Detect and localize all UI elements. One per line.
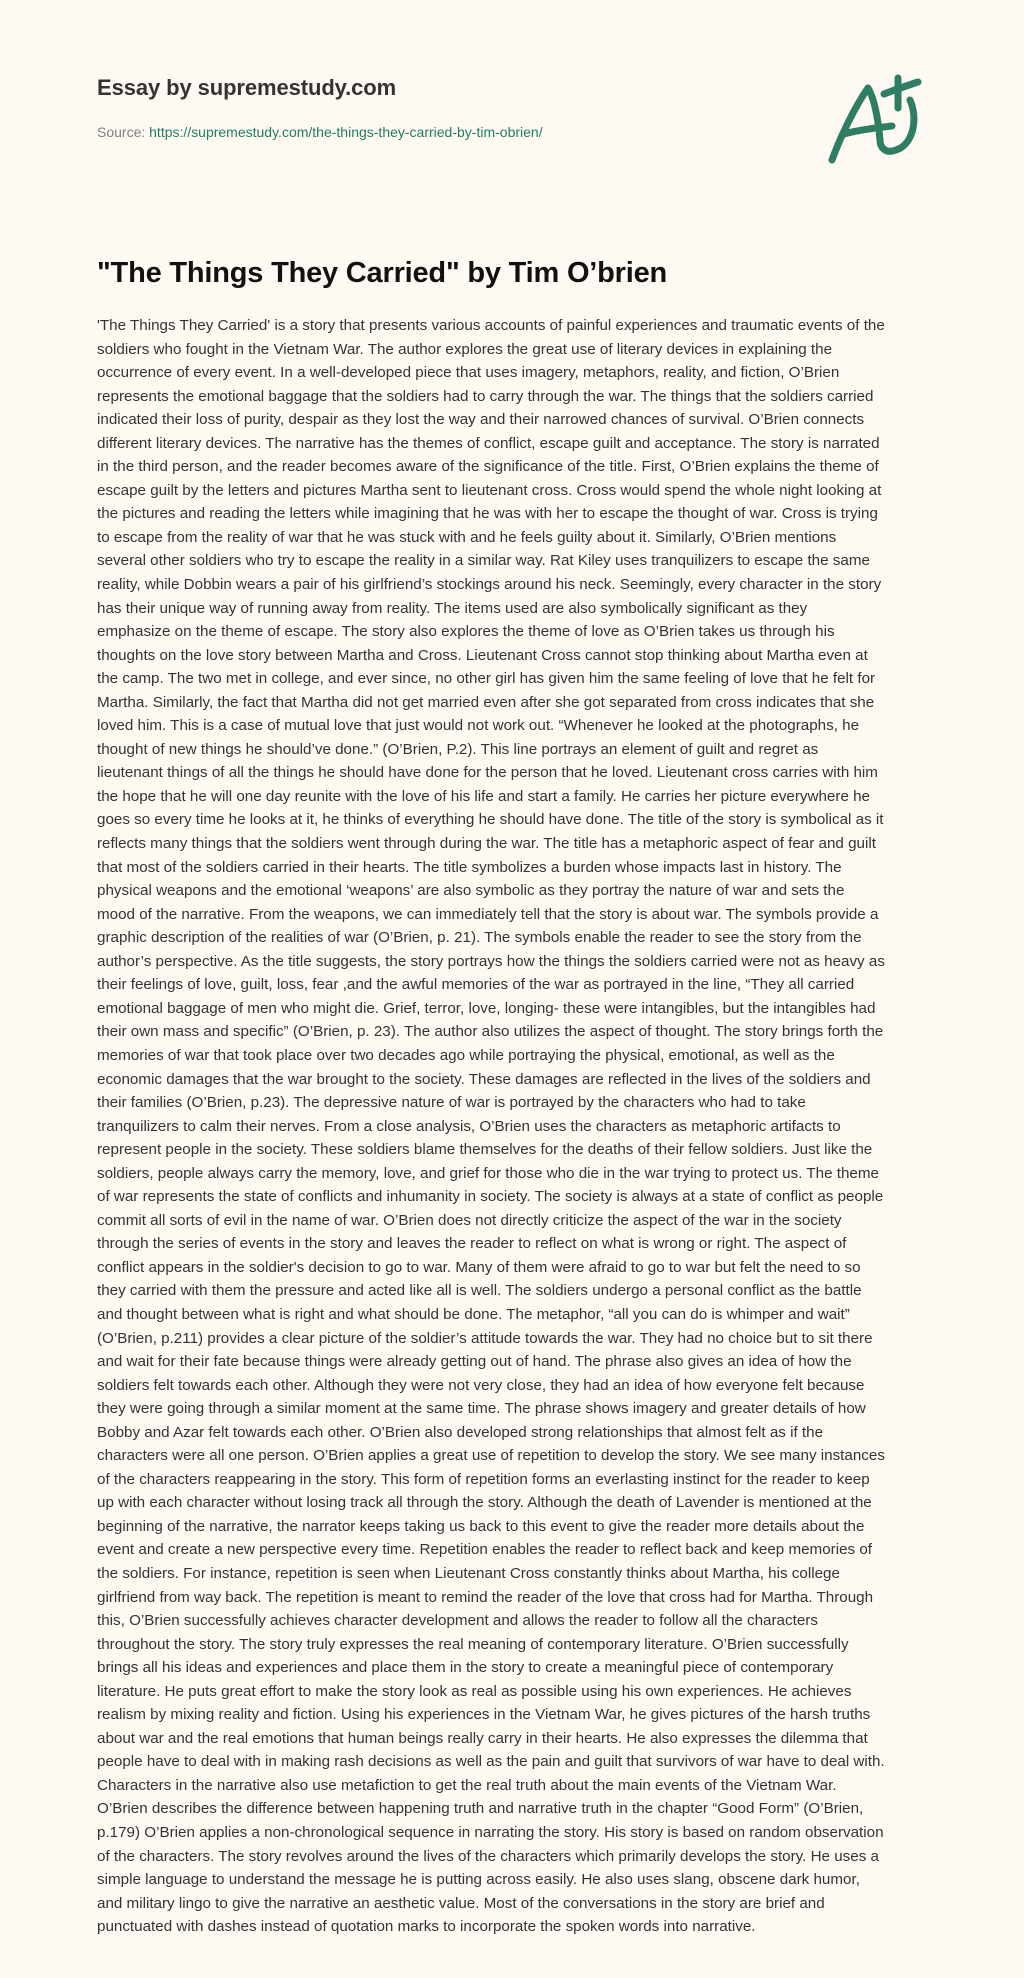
essay-line: conflict appears in the soldier's decision to go to war. Many of them were afraid to go to war but felt the need to so <box>97 1258 861 1276</box>
essay-line: punctuated with dashes instead of quotation marks to incorporate the spoken words into narrative. <box>97 1918 756 1936</box>
essay-line: of the characters reappearing in the story. This form of repetition forms an everlasting instinct for the reader to keep <box>97 1470 870 1488</box>
source-link[interactable]: https://supremestudy.com/the-things-they-carried-by-tim-obrien/ <box>149 124 543 140</box>
essay-line: p.179) O’Brien applies a non-chronological sequence in narrating the story. His story is based on random observation <box>97 1824 884 1841</box>
essay-line: soldiers who fought in the Vietnam War. The author explores the great use of literary devices in explaining the <box>97 340 833 358</box>
essay-line: mood of the narrative. From the weapons, we can immediately tell that the story is about war. The symbols provide a <box>97 905 879 923</box>
essay-line: realism by mixing reality and fiction. Using his experiences in the Vietnam War, he gives pictures of the harsh truths <box>97 1706 871 1724</box>
essay-line: represent people in the society. These soldiers blame themselves for the deaths of their fellow soldiers. Just like the <box>97 1141 873 1159</box>
essay-line: about war and the real emotions that human beings really carry in their hearts. He also expresses the dilemma that <box>97 1729 868 1747</box>
essay-line: O’Brien describes the difference between happening truth and narrative truth in the chapter “Good Form” (O’Brien, <box>97 1800 864 1818</box>
essay-line: soldiers felt towards each other. Although they were not very close, they had an idea of how everyone felt because <box>97 1376 865 1394</box>
essay-line: their families (O’Brien, p.23). The depressive nature of war is portrayed by the characters who had to take <box>97 1094 806 1112</box>
essay-line: escape guilt by the letters and pictures Martha sent to lieutenant cross. Cross would spend the whole night looking at <box>97 481 882 499</box>
essay-line: the hope that he will one day reunite with the love of his life and start a family. He carries her picture everywhere he <box>97 787 870 805</box>
essay-line: girlfriend from way back. The repetition is meant to remind the reader of the love that cross had for Martha. Through <box>97 1588 874 1606</box>
essay-line: characters were all one person. O’Brien applies a great use of repetition to develop the story. We see many instances <box>97 1447 885 1465</box>
essay-line: different literary devices. The narrative has the themes of conflict, escape guilt and acceptance. The story is narrated <box>97 434 880 452</box>
essay-line: lieutenant things of all the things he should have done for the person that he loved. Lieutenant cross carries with him <box>97 764 878 782</box>
essay-line: the soldiers. For instance, repetition is seen when Lieutenant Cross constantly thinks about Martha, his college <box>97 1564 840 1582</box>
essay-line: several other soldiers who try to escape the reality in a similar way. Rat Kiley uses tranquilizers to escape the same <box>97 552 870 570</box>
essay-line: of war represents the state of conflicts and inhumanity in society. The society is always at a state of conflict as people <box>97 1188 884 1206</box>
essay-line: event and create a new perspective every time. Repetition enables the reader to reflect back and keep memories of <box>97 1541 872 1559</box>
essay-line: Bobby and Azar felt towards each other. O’Brien also developed strong relationships that almost felt as if the <box>97 1423 824 1441</box>
essay-line: the pictures and reading the letters while imagining that he was with her to escape the thought of war. Cross is trying <box>97 505 878 523</box>
essay-line: has their unique way of running away from reality. The items used are also symbolically significant as they <box>97 599 808 617</box>
source-label: Source: <box>97 124 150 140</box>
essay-line: their own mass and specific” (O’Brien, p. 23). The author also utilizes the aspect of thought. The story brings forth the <box>97 1023 884 1041</box>
essay-line: represents the emotional baggage that the soldiers had to carry through the war. The things that the soldiers carried <box>97 387 874 405</box>
essay-line: author’s perspective. As the title suggests, the story portrays how the things the soldiers carried were not as heavy as <box>97 952 885 970</box>
essay-line: throughout the story. The story truly expresses the real meaning of contemporary literature. O’Brien successfully <box>97 1635 849 1653</box>
essay-line: to escape from the reality of war that he was stuck with and he feels guilty about it. Similarly, O’Brien mentions <box>97 528 837 546</box>
source-line <box>97 122 857 142</box>
essay-line: commit all sorts of evil in the name of war. O’Brien does not directly criticize the aspect of the war in the society <box>97 1211 842 1229</box>
essay-line: emotional baggage of men who might die. Grief, terror, love, longing- these were intangibles, but the intangibles had <box>97 999 876 1017</box>
essay-line: soldiers, people always carry the memory, love, and grief for those who die in the war trying to protect us. The theme <box>97 1164 879 1182</box>
essay-line: their feelings of love, guilt, loss, fear ,and the awful memories of the war as portrayed in the line, “They all carried <box>97 976 855 994</box>
essay-line: emphasize on the theme of escape. The story also explores the theme of love as O’Brien takes us through his <box>97 623 835 641</box>
essay-line: tranquilizers to calm their nerves. From a close analysis, O’Brien uses the characters as metaphoric artifacts to <box>97 1117 841 1135</box>
site-title: Essay by supremestudy.com <box>97 75 397 100</box>
essay-line: that most of the soldiers carried in their hearts. The title symbolizes a burden whose impacts last in history. The <box>97 858 842 876</box>
essay-line: reflects many things that the soldiers went through during the war. The title has a metaphoric aspect of fear and guilt <box>97 835 876 853</box>
essay-line: indicated their loss of purity, despair as they lost the way and their narrowed chances of survival. O’Brien connects <box>97 411 865 429</box>
essay-line: graphic description of the realities of war (O’Brien, p. 21). The symbols enable the reader to see the story from the <box>97 929 862 947</box>
essay-line: loved him. This is a case of mutual love that just would not work out. “Whenever he looked at the photographs, he <box>97 717 860 735</box>
essay-line: physical weapons and the emotional ‘weapons’ are also symbolic as they portray the nature of war and sets the <box>97 882 845 900</box>
essay-line: thought of new things he should’ve done.” (O’Brien, P.2). This line portrays an element of guilt and regret as <box>97 740 819 758</box>
essay-line: this, O’Brien successfully achieves character development and allows the reader to follow all the characters <box>97 1612 818 1630</box>
essay-line: (O’Brien, p.211) provides a clear picture of the soldier’s attitude towards the war. They had no choice but to sit there <box>97 1329 873 1347</box>
essay-line: thoughts on the love story between Martha and Cross. Lieutenant Cross cannot stop thinking about Martha even at <box>97 646 868 664</box>
essay-line: memories of war that took place over two decades ago while portraying the physical, emotional, as well as the <box>97 1046 835 1064</box>
essay-body <box>97 314 967 1939</box>
essay-line: reality, while Dobbin wears a pair of his girlfriend’s stockings around his neck. Seemingly, every character in the story <box>97 576 882 594</box>
essay-line: they carried with them the pressure and acted like all is well. The soldiers undergo a personal conflict as the battle <box>97 1282 862 1300</box>
essay-line: through the series of events in the story and leaves the reader to reflect on what is wrong or right. The aspect of <box>97 1235 847 1253</box>
essay-line: and thought between what is right and what should be done. The metaphor, “all you can do is whimper and wait” <box>97 1305 850 1323</box>
essay-line: simple language to understand the message he is putting across easily. He also uses slang, obscene dark humor, <box>97 1871 860 1889</box>
essay-line: and wait for their fate because things were already getting out of hand. The phrase also gives an idea of how the <box>97 1353 852 1371</box>
essay-line: literature. He puts great effort to make the story look as real as possible using his own experiences. He achieves <box>97 1682 852 1700</box>
essay-line: the camp. The two met in college, and ever since, no other girl has given him the same feeling of love that he felt for <box>97 670 876 688</box>
essay-line: brings all his ideas and experiences and place them in the story to create a meaningful piece of contemporary <box>97 1659 834 1677</box>
essay-title: "The Things They Carried" by Tim O’brien <box>97 257 668 289</box>
essay-line: goes so every time he looks at it, he thinks of everything he should have done. The title of the story is symbolical as it <box>97 811 884 829</box>
a-plus-grade-icon <box>818 68 936 178</box>
essay-line: beginning of the narrative, the narrator keeps taking us back to this event to give the reader more details about the <box>97 1517 865 1535</box>
essay-line: people have to deal with in making rash decisions as well as the pain and guilt that survivors of war have to deal with. <box>97 1753 885 1771</box>
essay-line: in the third person, and the reader becomes aware of the significance of the title. First, O’Brien explains the theme of <box>97 458 879 476</box>
essay-line: and military lingo to give the narrative an aesthetic value. Most of the conversations in the story are brief and <box>97 1894 825 1912</box>
essay-line: they were going through a similar moment at the same time. The phrase shows imagery and greater details of how <box>97 1400 866 1418</box>
page-header <box>97 72 857 142</box>
essay-line: 'The Things They Carried' is a story that presents various accounts of painful experiences and traumatic events of the <box>97 317 885 334</box>
essay-line: Characters in the narrative also use metafiction to get the real truth about the main events of the Vietnam War. <box>97 1776 837 1794</box>
essay-line: Martha. Similarly, the fact that Martha did not get married even after she got separated from cross indicates that she <box>97 693 875 711</box>
essay-line: economic damages that the war brought to the society. These damages are reflected in the lives of the soldiers and <box>97 1070 871 1088</box>
essay-line: of the characters. The story revolves around the lives of the characters which primarily develops the story. He uses a <box>97 1847 879 1865</box>
essay-line: occurrence of every event. In a well-developed piece that uses imagery, metaphors, reality, and fiction, O’Brien <box>97 364 840 382</box>
essay-line: up with each character without losing track all through the story. Although the death of Lavender is mentioned at the <box>97 1494 872 1512</box>
